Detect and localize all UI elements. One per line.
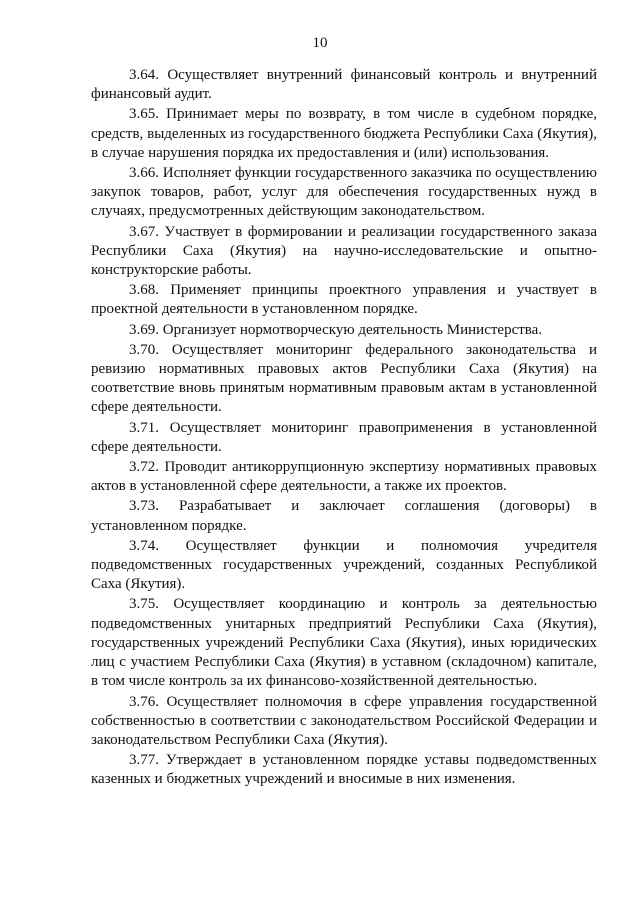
paragraph-3-75: 3.75. Осуществляет координацию и контроль за деятельностью подведомственных унитарных предприятий Республики Саха (Якутия), государственных учреждений Республики Саха (Якутия), иных юридических лиц с участием Республики Саха (Якутия) в уставном (складочном) капитале, в том числе контроль за их финансово-хозяйственной деятельностью. (91, 596, 597, 690)
paragraph-3-73: 3.73. Разрабатывает и заключает соглашения (договоры) в установленном порядке. (91, 498, 597, 534)
paragraph-3-66: 3.66. Исполняет функции государственного заказчика по осуществлению закупок товаров, работ, услуг для обеспечения государственных нужд в случаях, предусмотренных действующим законодательством. (91, 165, 598, 220)
page-number: 10 (312, 35, 328, 51)
paragraph-3-67: 3.67. Участвует в формировании и реализации государственного заказа Республики Саха (Якутия) на научно-исследовательские и опытно-конструкторские работы. (91, 223, 597, 279)
paragraph-3-76: 3.76. Осуществляет полномочия в сфере управления государственной собственностью в соответствии с законодательством Российской Федерации и законодательством Республики Саха (Якутия). (91, 693, 597, 748)
paragraph-3-72: 3.72. Проводит антикоррупционную экспертизу нормативных правовых актов в установленной сфере деятельности, а также их проектов. (91, 459, 597, 495)
paragraph-3-71: 3.71. Осуществляет мониторинг правоприменения в установленной сфере деятельности. (91, 419, 597, 455)
paragraph-3-74: 3.74. Осуществляет функции и полномочия учредителя подведомственных государственных учреждений, созданных Республикой Саха (Якутия). (91, 537, 597, 593)
document-body (91, 66, 597, 791)
paragraph-3-65: 3.65. Принимает меры по возврату, в том числе в судебном порядке, средств, выделенных из государственного бюджета Республики Саха (Якутия), в случае нарушения порядка их предоставления и (или) использования. (91, 106, 597, 161)
paragraph-3-77: 3.77. Утверждает в установленном порядке уставы подведомственных казенных и бюджетных учреждений и вносимые в них изменения. (91, 752, 597, 788)
paragraph-3-64: 3.64. Осуществляет внутренний финансовый контроль и внутренний финансовый аудит. (91, 67, 597, 103)
paragraph-3-70: 3.70. Осуществляет мониторинг федерального законодательства и ревизию нормативных правовых актов Республики Саха (Якутия) на соответствие вновь принятым нормативным правовым актам в установленной сфере деятельности. (91, 341, 597, 416)
paragraph-3-69: 3.69. Организует нормотворческую деятельность Министерства. (129, 321, 543, 338)
paragraph-3-68: 3.68. Применяет принципы проектного управления и участвует в проектной деятельности в установленном порядке. (91, 282, 597, 318)
